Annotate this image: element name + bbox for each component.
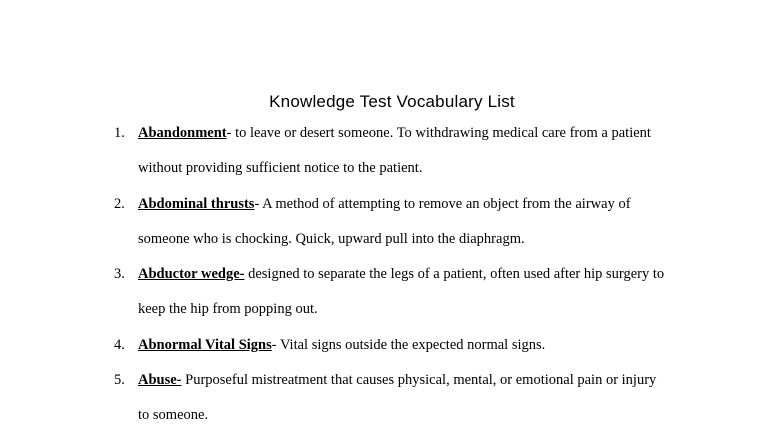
list-item xyxy=(138,265,664,283)
list-item xyxy=(138,371,656,389)
vocab-definition-continued: without providing sufficient notice to the patient. xyxy=(138,160,423,176)
vocab-definition: - Vital signs outside the expected normal signs. xyxy=(271,337,546,353)
vocab-definition: - A method of attempting to remove an object from the airway of xyxy=(254,196,631,212)
vocab-definition-continued: someone who is chocking. Quick, upward pull into the diaphragm. xyxy=(138,231,525,247)
vocab-definition-continued: to someone. xyxy=(138,407,209,423)
list-item xyxy=(138,336,545,354)
vocab-definition: designed to separate the legs of a patient, often used after hip surgery to xyxy=(244,266,665,282)
vocab-term: Abdominal thrusts xyxy=(138,196,255,212)
vocab-term: Abuse- xyxy=(138,372,182,388)
vocab-definition: Purposeful mistreatment that causes physical, mental, or emotional pain or injury xyxy=(181,372,657,388)
list-item xyxy=(138,124,651,142)
vocab-definition: - to leave or desert someone. To withdrawing medical care from a patient xyxy=(226,125,651,141)
vocab-term: Abandonment xyxy=(138,125,227,141)
list-item-number: 5. xyxy=(114,372,125,388)
vocab-term: Abnormal Vital Signs xyxy=(138,337,272,353)
list-item-number: 4. xyxy=(114,337,125,353)
list-item-number: 2. xyxy=(114,196,125,212)
list-item-number: 1. xyxy=(114,125,125,141)
vocab-definition-continued: keep the hip from popping out. xyxy=(138,301,318,317)
list-item xyxy=(138,195,631,213)
document-title: Knowledge Test Vocabulary List xyxy=(269,92,515,111)
list-item-number: 3. xyxy=(114,266,125,282)
vocab-term: Abductor wedge- xyxy=(138,266,245,282)
